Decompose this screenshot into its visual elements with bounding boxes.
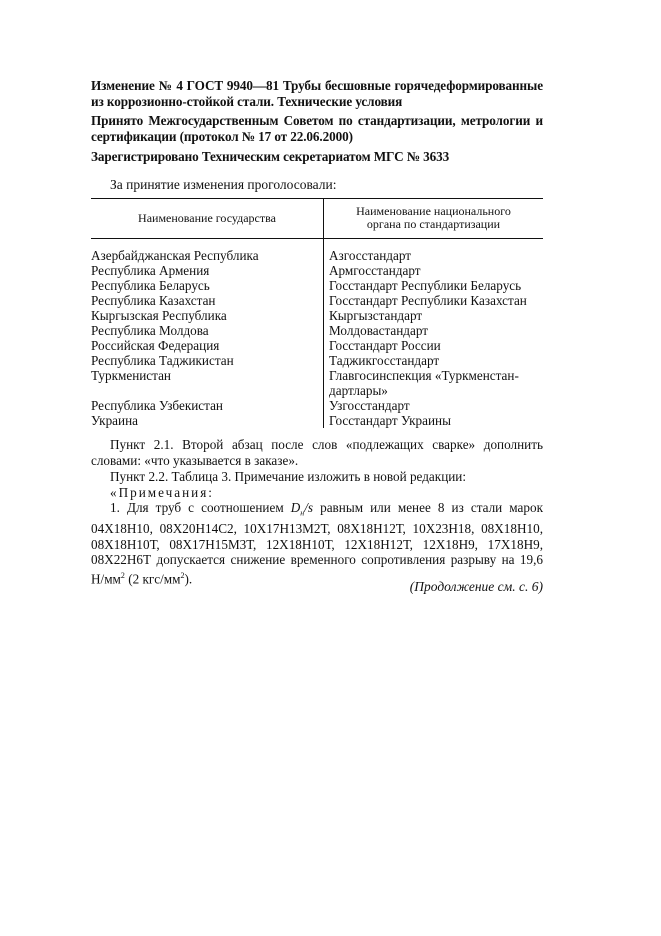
table-row	[91, 338, 543, 353]
table-row	[91, 263, 543, 278]
state-name: Республика Молдова	[91, 323, 324, 338]
table-row	[91, 278, 543, 293]
table-header-row	[91, 199, 543, 239]
adoption-statement: Принято Межгосударственным Советом по стандартизации, метрологии и сертификации (протокол № 17 от 22.06.2000)	[91, 113, 543, 144]
voting-table	[91, 198, 543, 428]
paragraph-2-2: Пункт 2.2. Таблица 3. Примечание изложить в новой редакции:	[110, 469, 467, 484]
standards-body-name: Госстандарт Украины	[329, 413, 451, 428]
standards-body-name: Госстандарт России	[329, 338, 441, 353]
table-row	[91, 323, 543, 338]
state-name: Азербайджанская Республика	[91, 239, 324, 264]
table-body	[91, 239, 543, 429]
note-1	[91, 500, 543, 587]
table-row	[91, 413, 543, 428]
state-name: Республика Армения	[91, 263, 324, 278]
table-row	[91, 239, 543, 264]
table-row	[91, 368, 543, 398]
table-row	[91, 308, 543, 323]
state-name: Республика Беларусь	[91, 278, 324, 293]
standards-body-name: Молдовастандарт	[329, 323, 429, 338]
symbol-s: /s	[304, 500, 314, 515]
standards-body-name: Госстандарт Республики Казахстан	[329, 293, 527, 308]
unit-superscript-2: 2	[180, 570, 185, 580]
standards-body-name: Кыргызстандарт	[329, 308, 423, 323]
notes-heading: «Примечания:	[110, 485, 214, 500]
symbol-d-subscript: н	[300, 508, 305, 518]
note-1-body: равным или менее 8 из стали марок 04Х18Н10, 08Х20Н14С2, 10Х17Н13М2Т, 08Х18Н12Т, 10Х23Н18, 08Х18Н10, 08Х18Н10Т, 08Х17Н15М3Т, 12Х18Н10Т, 12Х18Н12Т, 12Х18Н9, 17Х18Н9, 08Х22Н6Т допускается снижение временного сопротивления разрыву на 19,6 Н/мм	[91, 500, 543, 587]
state-name: Туркменистан	[91, 368, 324, 398]
standards-body-name: Армгосстандарт	[329, 263, 421, 278]
note-1-end: ).	[184, 571, 193, 587]
note-1-paren: (2 кгс/мм	[124, 571, 181, 587]
standards-body-name: Таджикгосстандарт	[329, 353, 440, 368]
state-name: Республика Таджикистан	[91, 353, 324, 368]
table-row	[91, 398, 543, 413]
table-row	[91, 353, 543, 368]
state-name: Российская Федерация	[91, 338, 324, 353]
registration-statement: Зарегистрировано Техническим секретариатом МГС № 3633	[91, 149, 450, 164]
state-name: Республика Узбекистан	[91, 398, 324, 413]
state-name: Республика Казахстан	[91, 293, 324, 308]
state-name: Кыргызская Республика	[91, 308, 324, 323]
voting-intro: За принятие изменения проголосовали:	[110, 177, 337, 192]
table-row	[91, 293, 543, 308]
symbol-d: D	[290, 500, 301, 515]
standards-body-name: Узгосстандарт	[329, 398, 410, 413]
paragraph-2-1: Пункт 2.1. Второй абзац после слов «подлежащих сварке» дополнить словами: «что указывается в заказе».	[91, 437, 543, 468]
standards-body-name: Госстандарт Республики Беларусь	[329, 278, 522, 293]
amendment-title: Изменение № 4 ГОСТ 9940—81 Трубы бесшовные горячедеформированные из коррозионно-стойкой стали. Технические условия	[91, 78, 543, 109]
unit-superscript-1: 2	[120, 570, 125, 580]
continuation-note: (Продолжение см. с. 6)	[409, 579, 543, 594]
standards-body-name: Главгосинспекция «Туркменстандартлары»	[329, 368, 519, 398]
column-header-body: Наименование национального органа по стандартизации	[324, 199, 544, 239]
note-1-start: 1. Для труб с соотношением	[110, 500, 291, 515]
column-header-state: Наименование государства	[91, 199, 324, 239]
state-name: Украина	[91, 413, 324, 428]
standards-body-name: Азгосстандарт	[329, 248, 412, 263]
